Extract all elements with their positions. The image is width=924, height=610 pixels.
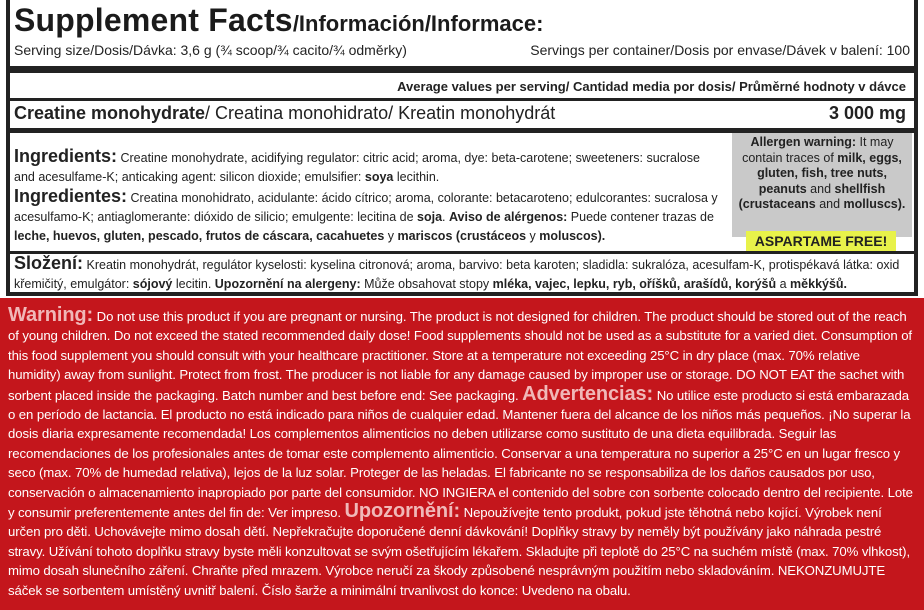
warning-heading-es: Advertencias: (522, 382, 654, 405)
ingredients-cz-sojovy: sójový (132, 277, 173, 291)
allergen-heading: Allergen warning: (750, 135, 857, 149)
creatine-name-rest: / Creatina monohidrato/ Kreatin monohydrát (205, 103, 556, 123)
ingredients-es-soja: soja (417, 210, 443, 224)
warning-panel (0, 298, 924, 610)
ingredients-cz-upoz-text: Může obsahovat stopy (360, 277, 493, 291)
warning-text-cz: Nepoužívejte tento produkt, pokud jste těhotná nebo kojící. Výrobek není určen pro děti. Uchovávejte mimo dosah dětí. Nepřekračujte doporučené denní dávkování! Doplňky stravy by neměly být používány jako náhrada pestré stravy. Užívání tohoto doplňku stravy byste měli konzultovat se svým ošetřujícím lékařem. Skladujte při teplotě do 25°C na suchém místě (max. 70% vlhkost), mimo dosah slunečního záření. Chraňte před mrazem. Výrobce neručí za škody způsobené nesprávným použitím nebo skladováním. NEKONZUMUJTE sáček se sorbentem umístěný uvnitř balení. Číslo šarže a minimální trvanlivost do konce: Uvedeno na obalu. (8, 505, 911, 598)
ingredients-cz-heading: Složení: (14, 253, 84, 273)
ingredients-es-allergens: leche, huevos, gluten, pescado, frutos de cáscara, cacahuetes (14, 229, 385, 243)
ingredients-cz-a: a (776, 277, 791, 291)
ingredients-en-end: lecithin. (393, 170, 440, 184)
ingredients-es-y: y (384, 229, 398, 243)
allergen-molluscs: molluscs). (843, 197, 906, 211)
servings-per-container: Servings per container/Dosis por envase/Dávek v balení: 100 (530, 42, 910, 58)
creatine-name-en: Creatine monohydrate (14, 103, 206, 123)
ingredients-es-moluscos: moluscos). (539, 229, 606, 243)
aspartame-free-badge: ASPARTAME FREE! (746, 231, 896, 251)
ingredients-en (14, 147, 724, 187)
allergen-list: milk, eggs, gluten, fish, tree nuts, peanuts (757, 150, 902, 196)
allergen-warning-box (732, 133, 912, 237)
ingredients-cz-text: Kreatin monohydrát, regulátor kyselosti: kyselina citronová; aroma, barvivo: beta karoten; sladidla: sukralóza, acesulfam-K, protispékavá látka: oxid křemičitý, emulgátor: (14, 258, 900, 291)
ingredients-cz-mid: lecitin. (172, 277, 215, 291)
ingredients-es-aviso: Aviso de alérgenos: (448, 210, 568, 224)
ingredients-es-aviso-text: Puede contener trazas de (567, 210, 714, 224)
title (14, 2, 543, 39)
creatine-row (14, 103, 555, 124)
creatine-amount: 3 000 mg (828, 103, 906, 123)
allergen-and: and (806, 181, 835, 196)
warning-text-en: Do not use this product if you are pregnant or nursing. The product is not designed for children. The product should be stored out of the reach of young children. Do not exceed the stated recommended daily dose! Food supplements should not be used as a substitute for a varied diet. Consumption of this food supplement you should consult with your healthcare practitioner. Store at a temperature not exceeding 25°C in dry place (max. 70% relative humidity) away from sunlight. Protect from frost. The producer is not liable for any damage caused by improper use or storage. DO NOT EAT the sachet with sorbent placed inside the packaging. Batch number and best before end: See packaging. (8, 309, 912, 403)
divider (6, 98, 918, 101)
ingredients-es-mid: . (442, 210, 449, 224)
warning-heading-en: Warning: (8, 304, 94, 326)
ingredients-cz-mekkysu: měkkýšů. (790, 277, 848, 291)
warning-heading-cz: Upozornění: (344, 500, 461, 523)
allergen-shellfish: shellfish (crustaceans (738, 181, 886, 211)
ingredients-es-mariscos: mariscos (crustáceos (397, 229, 527, 243)
warning-text-es: No utilice este producto si está embarazada o en período de lactancia. El producto no está indicado para niños de cualquier edad. Mantener fuera del alcance de los niños más pequeños. ¡No superar la dosis diaria expresamente recomendada! Los complementos alimenticios no deben utilizarse como sustituto de una dieta equilibrada. Seguir las recomendaciones de los profesionales antes de tomar este complemento alimenticio. Conservar a una temperatura no superior a 25°C en un lugar fresco y seco (max. 70% de humedad relativa), lejos de la luz solar. Proteger de las heladas. El fabricante no se responsabiliza de los daños causados por uso, conservación o almacenamiento inapropiado por parte del consumidor. NO INGIERA el contenido del sobre con sorbente colocado dentro del recipiente. Lote y consumir preferentemente antes del fin de: Ver impreso. (8, 387, 913, 521)
thick-divider (6, 66, 918, 73)
average-values-header: Average values per serving/ Cantidad media por dosis/ Průměrné hodnoty v dávce (397, 79, 906, 94)
title-main: Supplement Facts (14, 2, 293, 38)
ingredients-cz-allergens: mléka, vajec, lepku, ryb, oříšků, arašídů, korýšů (492, 277, 777, 291)
ingredients-cz-upozorneni: Upozornění na alergeny: (214, 277, 361, 291)
ingredients-cz (14, 254, 910, 294)
title-sub: /Información/Informace: (292, 11, 544, 36)
serving-size: Serving size/Dosis/Dávka: 3,6 g (¾ scoop/¾ cacito/¾ odměrky) (14, 42, 407, 58)
ingredients-en-text: Creatine monohydrate, acidifying regulator: citric acid; aroma, dye: beta-carotene; sweeteners: sucralose and acesulfame-K; anticaking agent: silicon dioxide; emulsifier: (14, 151, 700, 184)
ingredients-es-heading: Ingredientes: (14, 186, 128, 206)
ingredients-es (14, 187, 724, 246)
facts-panel (0, 0, 924, 296)
warning-text (8, 306, 914, 600)
allergen-text: It may contain traces of (742, 135, 894, 165)
ingredients-es-y2: y (526, 229, 540, 243)
ingredients-en-heading: Ingredients: (14, 146, 118, 166)
ingredients-es-text: Creatina monohidrato, acidulante: ácido cítrico; aroma, colorante: betacaroteno; edulcorantes: sucralosa y acesulfamo-K; antiaglomerante: dióxido de silicio; emulgente: lecitina de (14, 191, 718, 224)
ingredients-en-soya: soya (364, 170, 394, 184)
allergen-and-2: and (815, 197, 844, 211)
